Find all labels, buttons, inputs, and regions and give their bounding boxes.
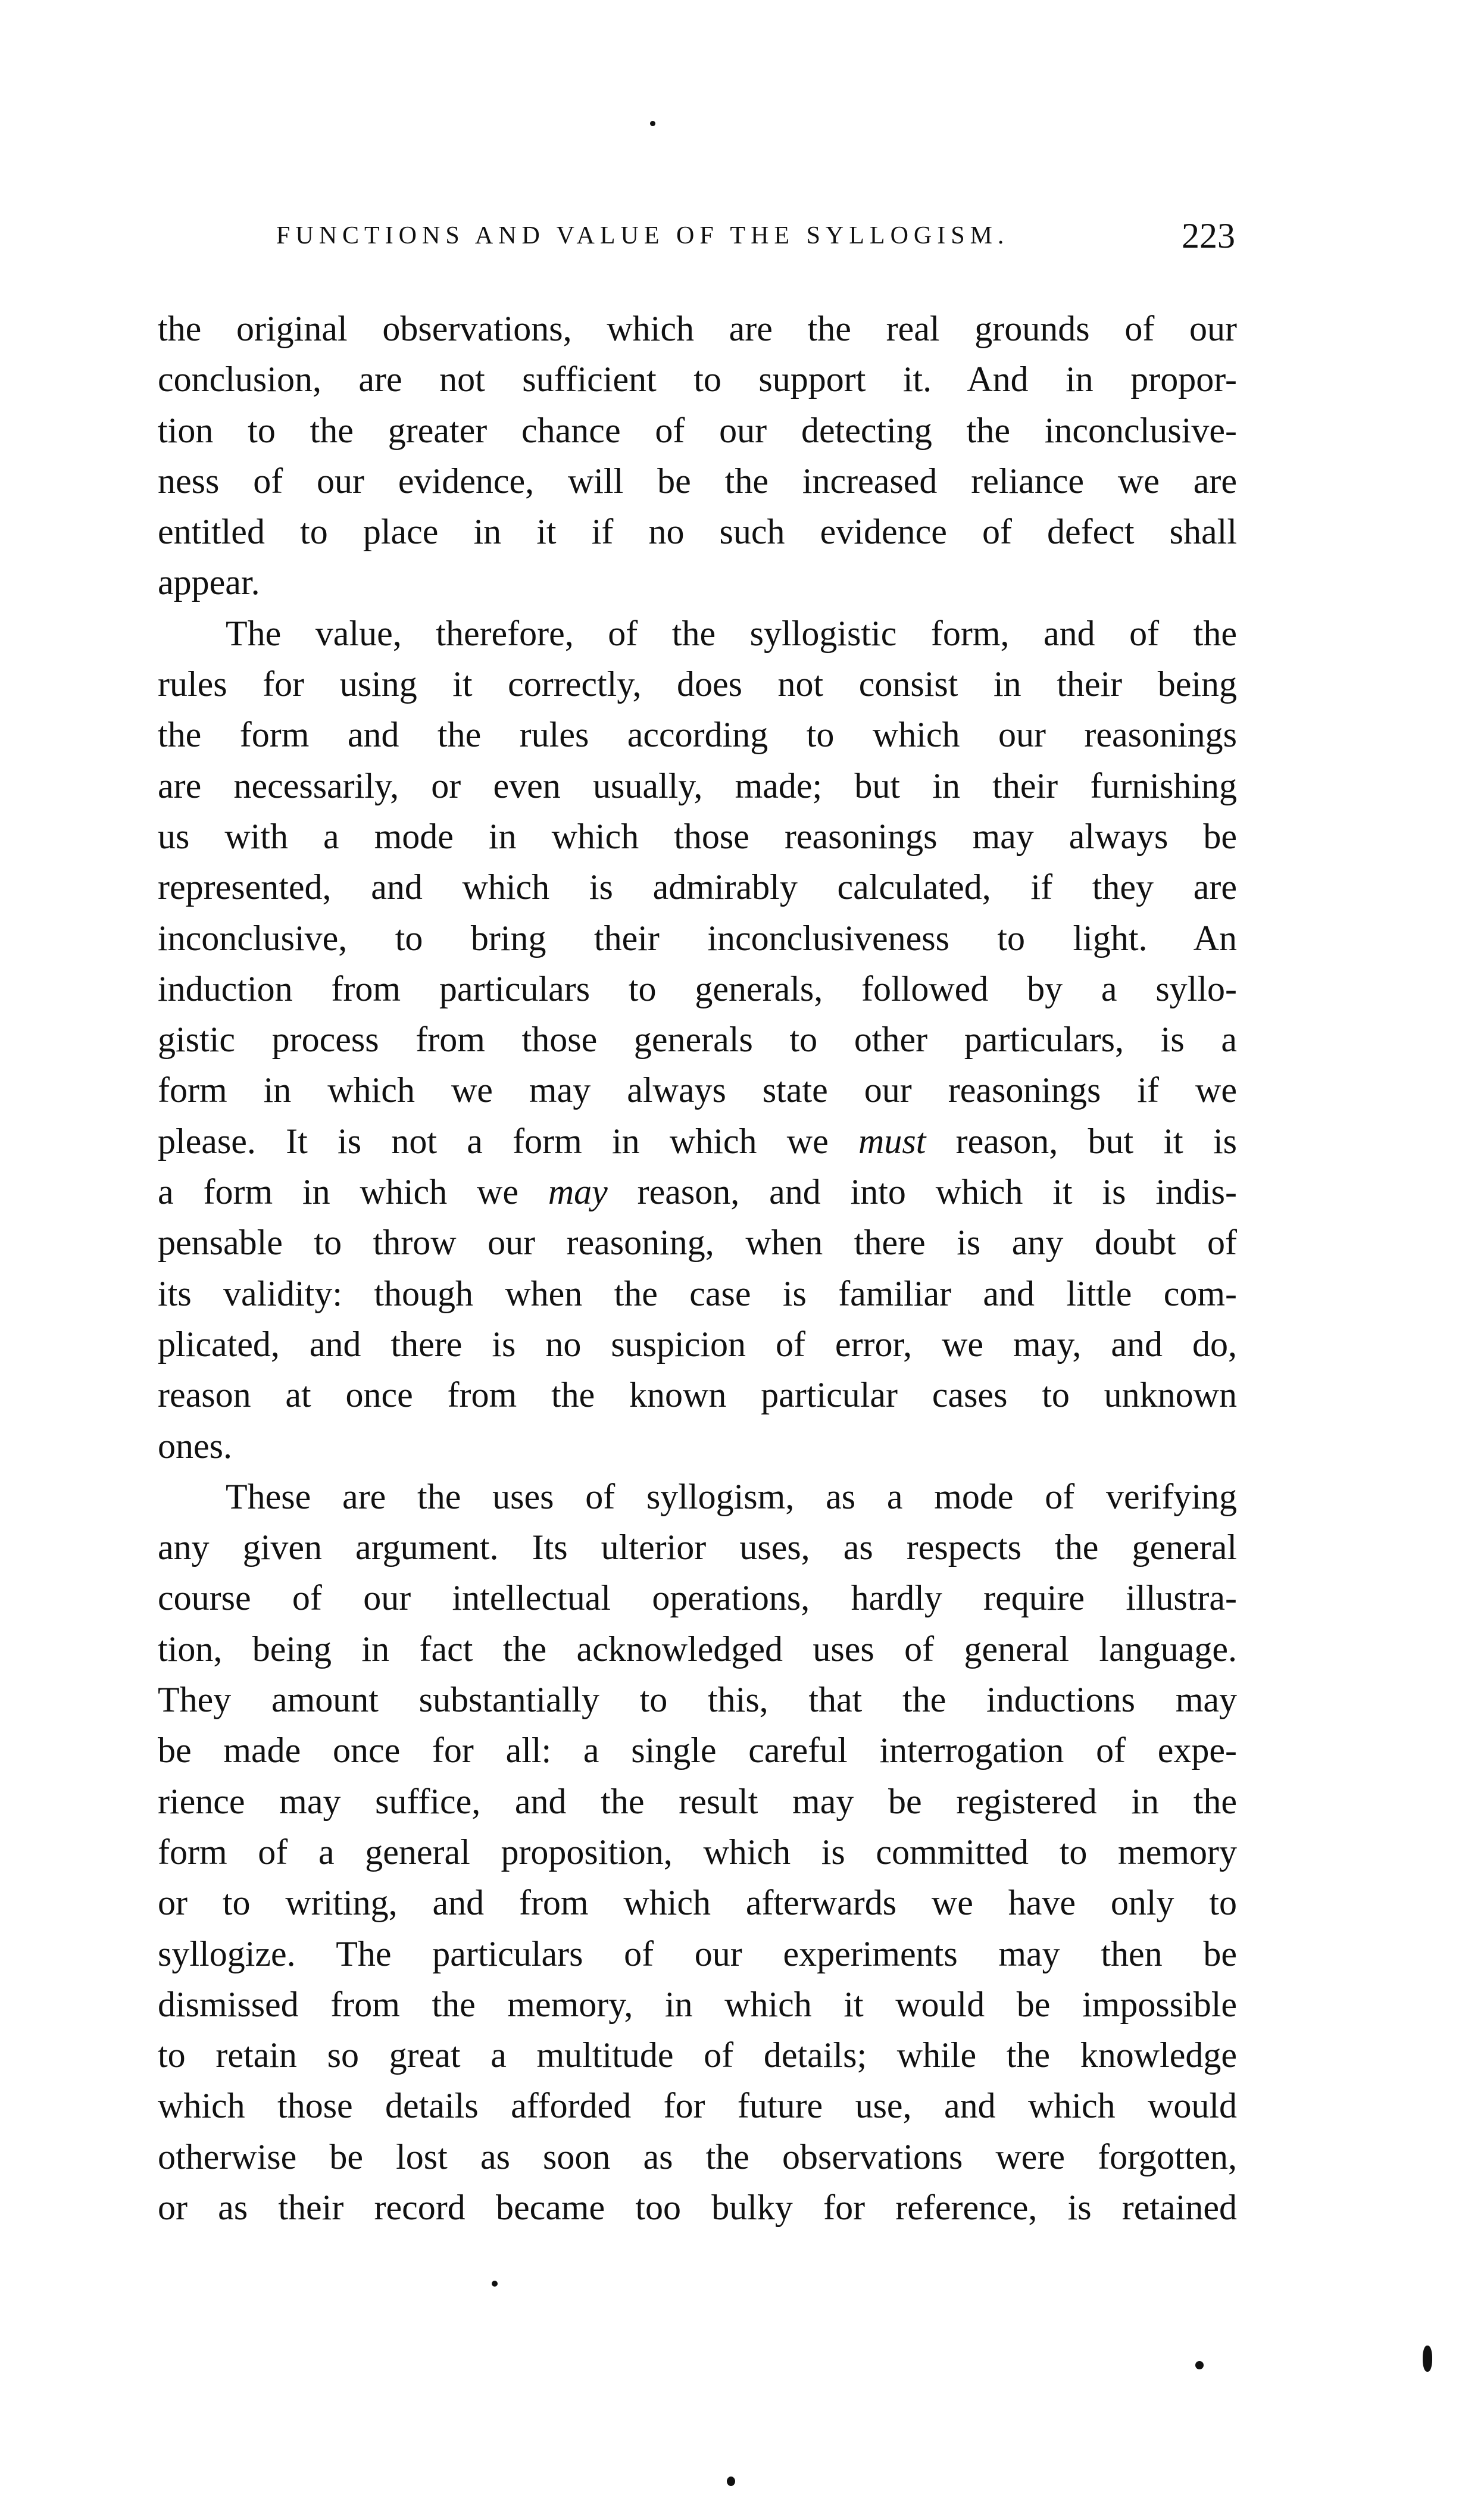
text-segment: the original observations, which are the real grounds of our [158,309,1237,348]
text-line [158,557,1237,608]
text-line [158,608,1237,659]
text-segment: dismissed from the memory, in which it would be impossible [158,1984,1237,2024]
text-segment: ness of our evidence, will be the increased reliance we are [158,461,1237,501]
text-line [158,761,1237,811]
text-line [158,1065,1237,1116]
text-line [158,862,1237,913]
text-segment: reason, but it is [926,1121,1237,1161]
text-line [158,1370,1237,1420]
text-segment: conclusion, are not sufficient to support it. And in propor- [158,360,1237,399]
text-line [158,964,1237,1014]
text-line [158,2081,1237,2131]
text-segment: These are the uses of syllogism, as a mode of verifying [226,1476,1237,1516]
text-segment: represented, and which is admirably calculated, if they are [158,867,1237,907]
scan-speck [1423,2346,1432,2372]
text-segment: form of a general proposition, which is committed to memory [158,1832,1237,1872]
text-segment: which those details afforded for future use, and which would [158,2086,1237,2126]
scan-speck [1195,2361,1204,2369]
text-line [158,811,1237,862]
page-number: 223 [1182,216,1235,255]
text-segment: any given argument. Its ulterior uses, as respects the general [158,1528,1237,1567]
text-line [158,1319,1237,1370]
text-line [158,1269,1237,1319]
text-segment: rules for using it correctly, does not consist in their being [158,664,1237,704]
text-segment: induction from particulars to generals, followed by a syllo- [158,969,1237,1008]
text-segment: otherwise be lost as soon as the observations were forgotten, [158,2137,1237,2176]
text-segment: reason, and into which it is indis- [607,1172,1237,1212]
text-segment: tion to the greater chance of our detecting the inconclusive- [158,410,1237,450]
text-line [158,2182,1237,2233]
running-title: FUNCTIONS AND VALUE OF THE SYLLOGISM. [276,222,1010,249]
text-line [158,507,1237,557]
text-line [158,456,1237,507]
text-line [158,1522,1237,1573]
text-segment: pensable to throw our reasoning, when there is any doubt of [158,1223,1237,1263]
text-segment: to retain so great a multitude of details; while the knowledge [158,2035,1237,2075]
text-segment: the form and the rules according to which our reasonings [158,715,1237,755]
text-line [158,1573,1237,1623]
text-line [158,1421,1237,1472]
text-segment: course of our intellectual operations, hardly require illustra- [158,1578,1237,1618]
text-line [158,1167,1237,1217]
text-segment: ones. [158,1426,232,1466]
text-segment: form in which we may always state our reasonings if we [158,1070,1237,1110]
text-line [158,1675,1237,1725]
scan-speck [727,2477,735,2486]
text-line [158,1725,1237,1776]
text-line [158,405,1237,456]
italic-word: may [548,1172,608,1212]
text-line [158,354,1237,405]
text-line [158,304,1237,354]
italic-word: must [858,1121,926,1161]
text-line [158,1472,1237,1522]
text-line [158,913,1237,964]
text-segment: inconclusive, to bring their inconclusiveness to light. An [158,918,1237,958]
text-segment: gistic process from those generals to other particulars, is a [158,1020,1237,1060]
text-line [158,1979,1237,2030]
text-segment: reason at once from the known particular cases to unknown [158,1375,1237,1415]
text-segment: or as their record became too bulky for reference, is retained [158,2187,1237,2227]
body-text [158,304,1237,2233]
text-segment: They amount substantially to this, that the inductions may [158,1680,1237,1720]
text-segment: its validity: though when the case is familiar and little com- [158,1273,1237,1313]
text-line [158,2030,1237,2081]
text-segment: us with a mode in which those reasonings may always be [158,816,1237,856]
text-segment: please. It is not a form in which we [158,1121,859,1161]
text-line [158,2132,1237,2182]
text-segment: or to writing, and from which afterwards we have only to [158,1883,1237,1923]
text-line [158,659,1237,710]
text-line [158,1776,1237,1827]
scan-speck [650,121,655,126]
text-line [158,1116,1237,1167]
text-segment: tion, being in fact the acknowledged uses of general language. [158,1629,1237,1669]
text-segment: appear. [158,563,260,602]
text-segment: syllogize. The particulars of our experiments may then be [158,1934,1237,1973]
text-segment: rience may suffice, and the result may be registered in the [158,1781,1237,1821]
running-header [276,216,1235,263]
text-line [158,1014,1237,1065]
text-line [158,1929,1237,1979]
text-line [158,1624,1237,1675]
text-segment: a form in which we [158,1172,548,1212]
text-line [158,710,1237,760]
text-segment: plicated, and there is no suspicion of error, we may, and do, [158,1324,1237,1364]
text-segment: entitled to place in it if no such evidence of defect shall [158,512,1237,552]
text-line [158,1878,1237,1928]
text-segment: be made once for all: a single careful interrogation of expe- [158,1731,1237,1770]
text-line [158,1827,1237,1878]
text-line [158,1217,1237,1268]
scan-speck [492,2281,498,2287]
text-segment: are necessarily, or even usually, made; but in their furnishing [158,766,1237,805]
text-segment: The value, therefore, of the syllogistic form, and of the [226,613,1237,653]
